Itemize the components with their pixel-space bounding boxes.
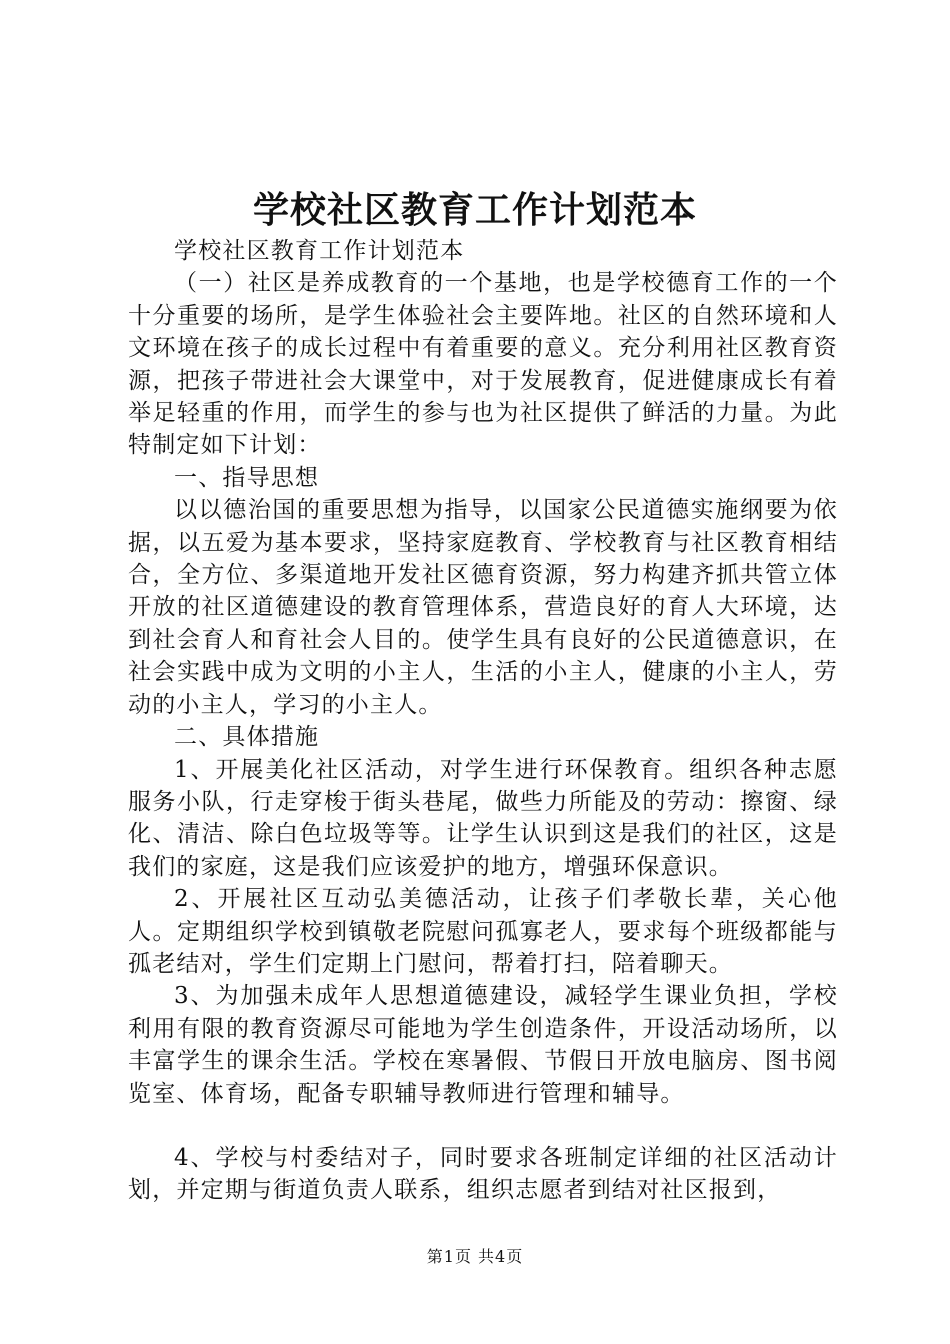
- paragraph-guiding-ideology: 以以德治国的重要思想为指导，以国家公民道德实施纲要为依据，以五爱为基本要求，坚持家庭教育、学校教育与社区教育相结合，全方位、多渠道地开发社区德育资源，努力构建齐抓共管立体开放的社区道德建设的教育管理体系，营造良好的育人大环境，达到社会育人和育社会人目的。使学生具有良好的公民道德意识，在社会实践中成为文明的小主人，生活的小主人，健康的小主人，劳动的小主人，学习的小主人。: [128, 497, 838, 718]
- document-body: [128, 235, 838, 1207]
- paragraph-measure-3: 3、为加强未成年人思想道德建设，减轻学生课业负担，学校利用有限的教育资源尽可能地为学生创造条件，开设活动场所，以丰富学生的课余生活。学校在寒暑假、节假日开放电脑房、图书阅览室、体育场，配备专职辅导教师进行管理和辅导。: [128, 983, 838, 1107]
- paragraph-subtitle: 学校社区教育工作计划范本: [174, 238, 465, 264]
- document-title: 学校社区教育工作计划范本: [252, 189, 697, 231]
- paragraph-measure-2: 2、开展社区互动弘美德活动，让孩子们孝敬长辈，关心他人。定期组织学校到镇敬老院慰问孤寡老人，要求每个班级都能与孤老结对，学生们定期上门慰问，帮着打扫，陪着聊天。: [128, 886, 838, 977]
- heading-specific-measures: 二、具体措施: [174, 724, 320, 751]
- paragraph-measure-4: 4、学校与村委结对子，同时要求各班制定详细的社区活动计划，并定期与街道负责人联系，组织志愿者到结对社区报到，: [128, 1144, 838, 1204]
- paragraph-measure-1: 1、开展美化社区活动，对学生进行环保教育。组织各种志愿服务小队，行走穿梭于街头巷尾，做些力所能及的劳动：擦窗、绿化、清洁、除白色垃圾等等。让学生认识到这是我们的社区，这是我们的家庭，这是我们应该爱护的地方，增强环保意识。: [128, 756, 838, 880]
- paragraph-intro: （一）社区是养成教育的一个基地，也是学校德育工作的一个十分重要的场所，是学生体验社会主要阵地。社区的自然环境和人文环境在孩子的成长过程中有着重要的意义。充分利用社区教育资源，把孩子带进社会大课堂中，对于发展教育，促进健康成长有着举足轻重的作用，而学生的参与也为社区提供了鲜活的力量。为此特制定如下计划：: [128, 270, 838, 459]
- page-indicator: 第1页 共4页: [426, 1247, 524, 1266]
- page-footer: [0, 1244, 950, 1267]
- heading-guiding-ideology: 一、指导思想: [174, 464, 320, 491]
